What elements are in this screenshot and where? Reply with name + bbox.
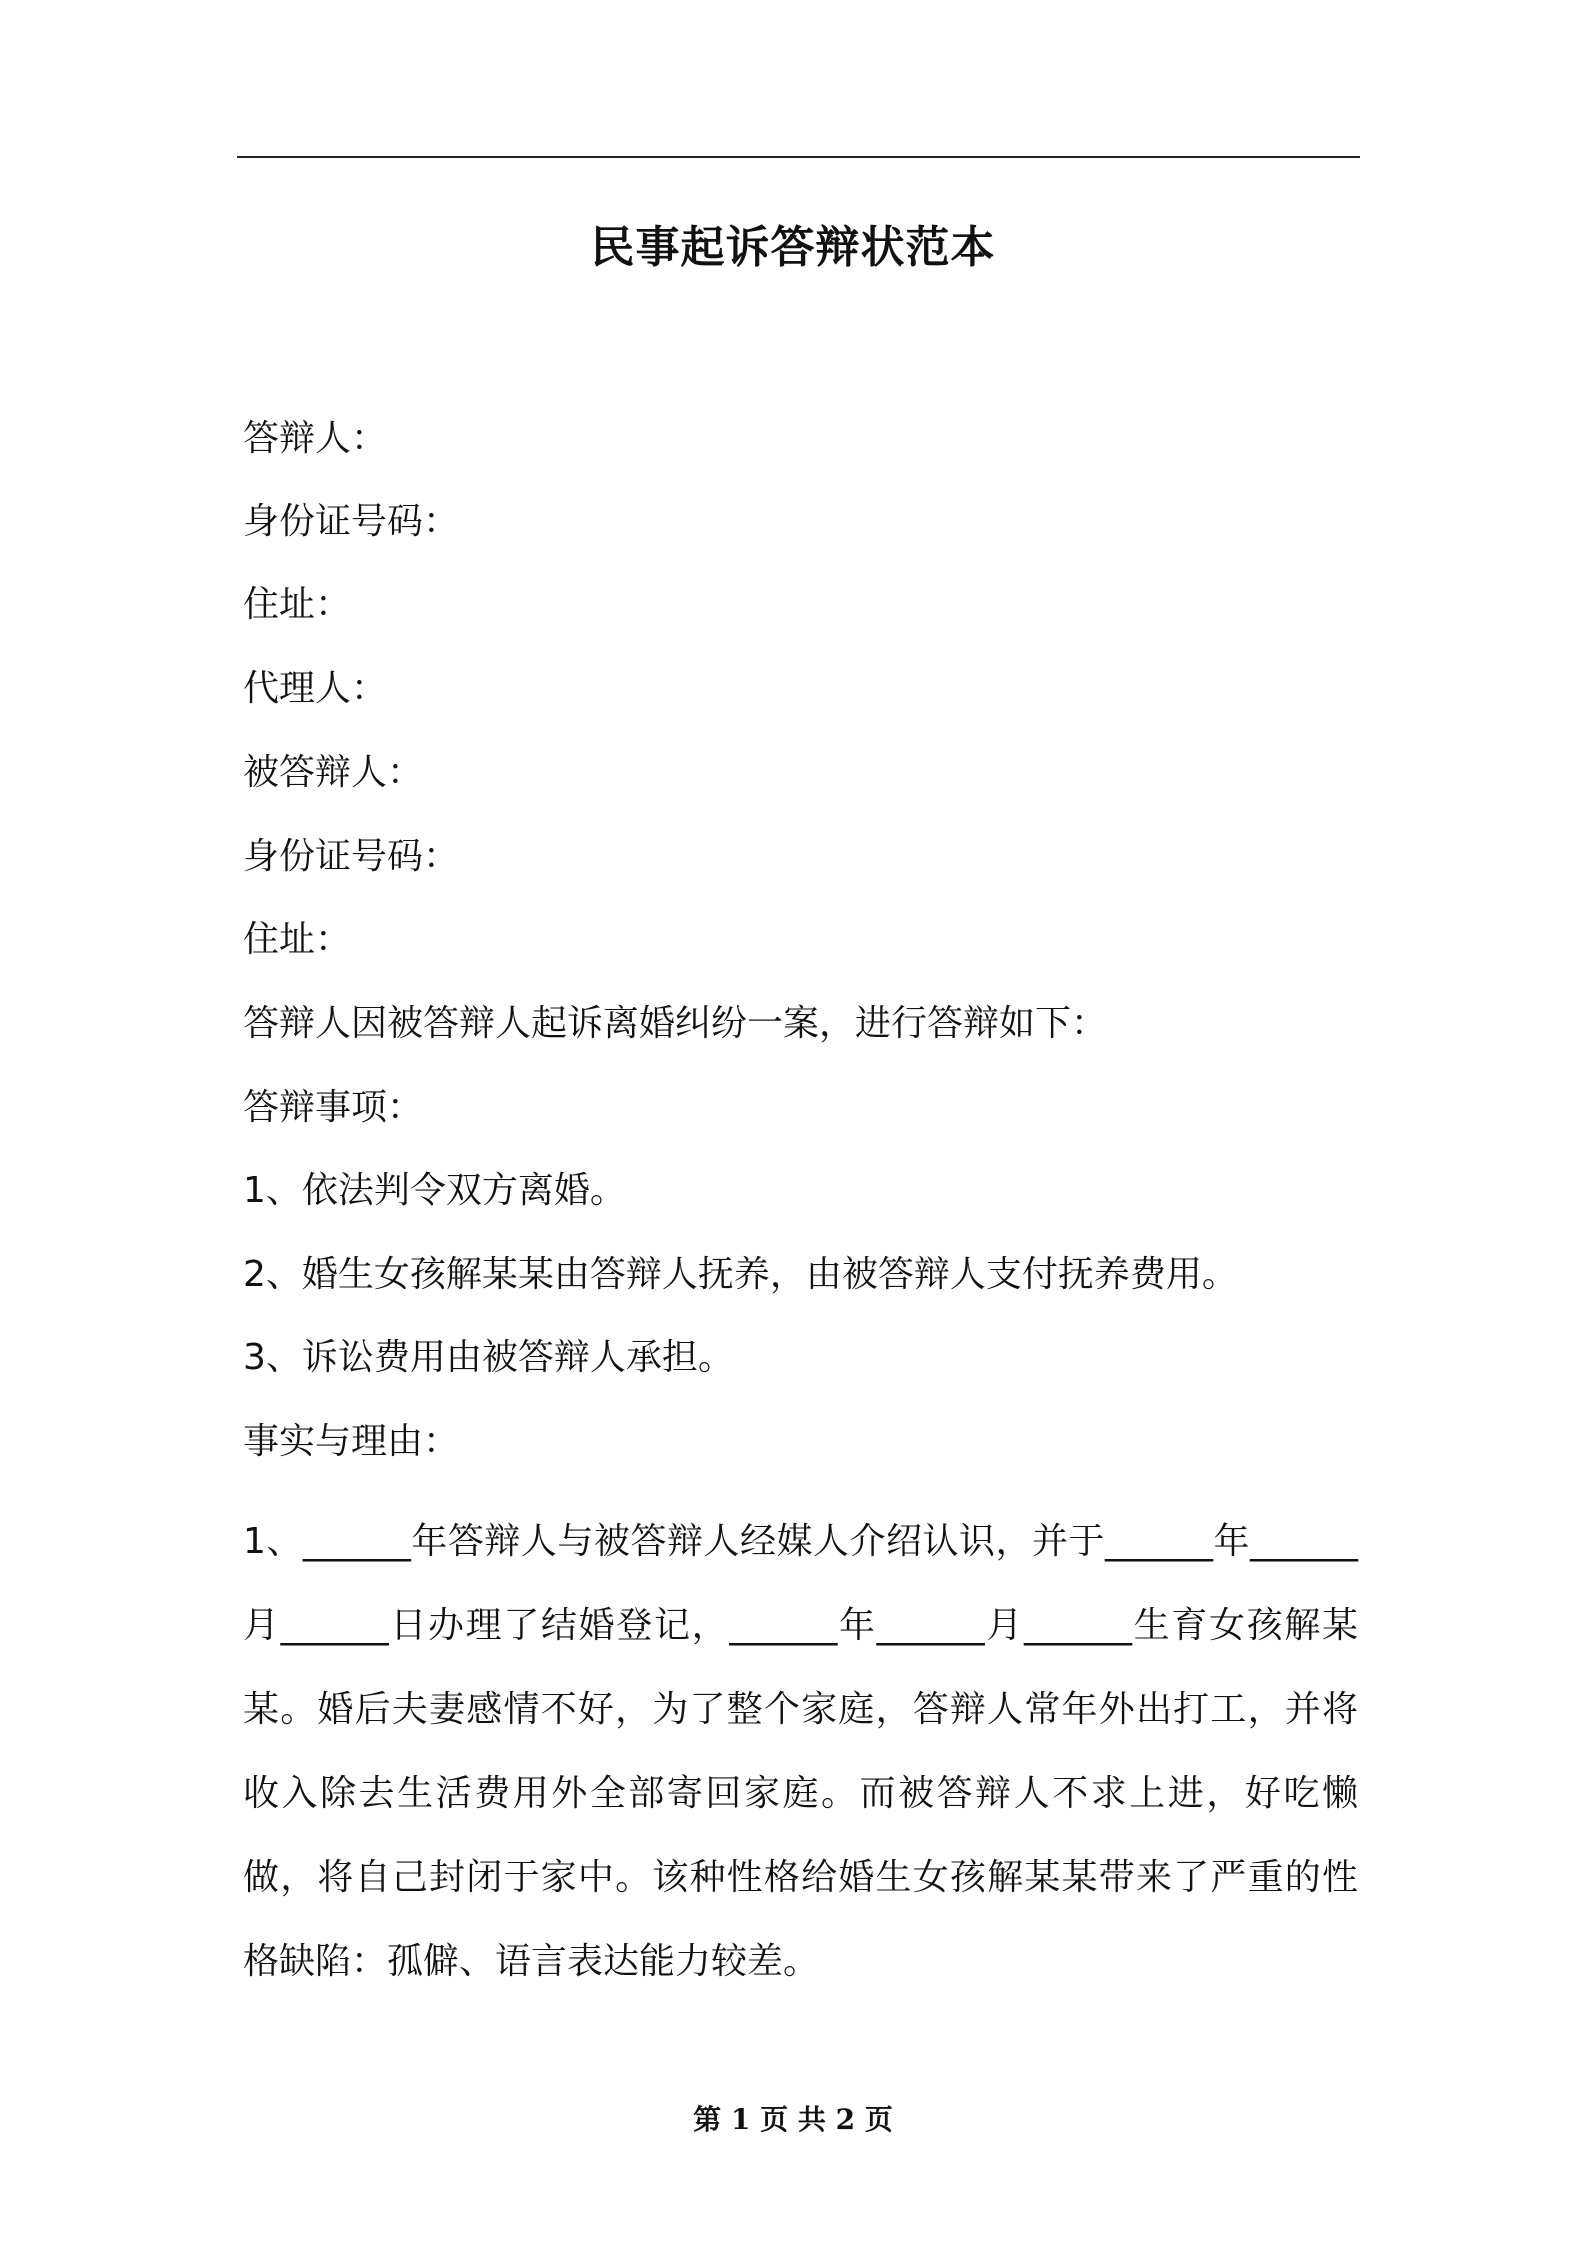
- defense-item-3: 3、诉讼费用由被答辩人承担。: [243, 1337, 734, 1378]
- facts-paragraph-1: 1、______年答辩人与被答辩人经媒人介绍认识，并于______年______月______日办理了结婚登记，______年______月______生育女孩解某某。婚后夫妻感情不好，为了整个家庭，答辩人常年外出打工，并将收入除去生活费用外全部寄回家庭。而被答辩人不求上进，好吃懒做，将自己封闭于家中。该种性格给婚生女孩解某某带来了严重的性格缺陷：孤僻、语言表达能力较差。: [243, 1521, 1358, 1982]
- page-number: 第 1 页 共 2 页: [693, 2103, 893, 2136]
- intro-sentence: 答辩人因被答辩人起诉离婚纠纷一案，进行答辩如下：: [243, 1003, 1108, 1044]
- facts-reasons-heading: 事实与理由：: [243, 1421, 460, 1462]
- respondent-label: 答辩人：: [243, 418, 388, 459]
- defense-items-heading: 答辩事项：: [243, 1087, 424, 1128]
- plaintiff-label: 被答辩人：: [243, 752, 424, 793]
- defense-item-1: 1、依法判令双方离婚。: [243, 1170, 626, 1211]
- document-title: 民事起诉答辩状范本: [590, 222, 996, 273]
- respondent-id-label: 身份证号码：: [243, 501, 460, 542]
- plaintiff-id-label: 身份证号码：: [243, 836, 460, 877]
- plaintiff-address-label: 住址：: [243, 919, 352, 960]
- respondent-address-label: 住址：: [243, 584, 352, 625]
- header-rule: [237, 156, 1360, 158]
- agent-label: 代理人：: [243, 668, 388, 709]
- defense-item-2: 2、婚生女孩解某某由答辩人抚养，由被答辩人支付抚养费用。: [243, 1254, 1238, 1295]
